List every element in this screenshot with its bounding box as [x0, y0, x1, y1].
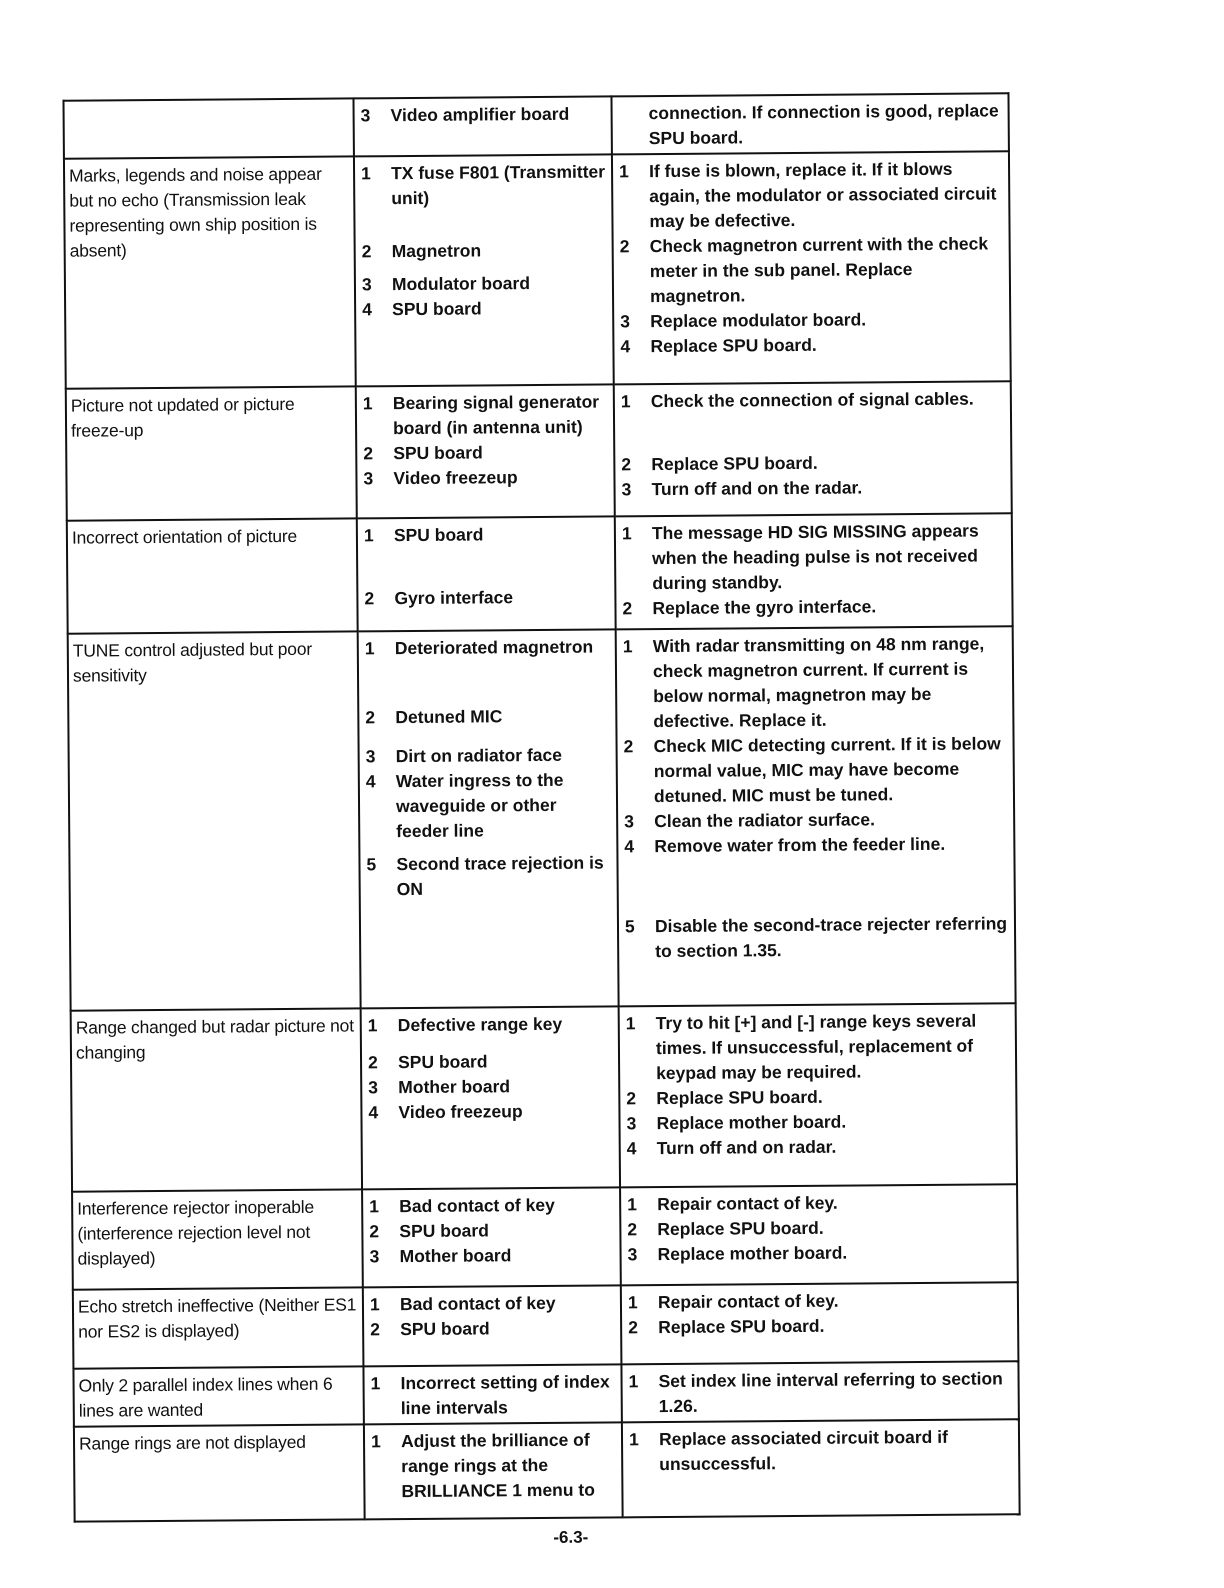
remedy-text: Disable the second-trace rejecter referring to section 1.35.: [654, 913, 1008, 962]
remedy-number: 2: [622, 598, 633, 619]
cause-number: 2: [361, 241, 372, 262]
remedy-number: 3: [620, 311, 631, 332]
remedy-cell: [615, 513, 1013, 629]
remedy-number: [617, 101, 649, 151]
cause-item: [368, 1315, 616, 1342]
remedy-item: [617, 98, 1004, 151]
symptom-cell: [64, 156, 356, 388]
remedy-item: [618, 306, 1005, 334]
cause-item: [364, 850, 612, 902]
remedy-text: Check the connection of signal cables.: [650, 388, 974, 412]
cause-text: SPU board: [400, 1318, 490, 1340]
remedy-item: [620, 518, 1008, 596]
cause-number: 3: [369, 1246, 380, 1267]
cause-item: [366, 1048, 614, 1075]
cause-number: 1: [370, 1431, 381, 1452]
remedy-text: The message HD SIG MISSING appears when the heading pulse is not received during standby.: [651, 520, 979, 594]
remedy-item: [618, 331, 1005, 359]
cause-number: 3: [363, 468, 374, 489]
symptom-text: Picture not updated or picture freeze-up: [70, 393, 295, 441]
cause-cell: [361, 1006, 620, 1189]
cause-text: Video freezeup: [393, 467, 518, 489]
remedy-item: [617, 156, 1005, 234]
remedy-text: With radar transmitting on 48 nm range, check magnetron current. If current is below normal, magnetron may be defective. Replace it.: [652, 633, 985, 732]
cause-text: Incorrect setting of index line intervals: [400, 1371, 610, 1419]
cause-number: 1: [369, 1196, 379, 1217]
cause-text: SPU board: [397, 1051, 488, 1073]
remedy-text: If fuse is blown, replace it. If it blows again, the modulator or associated circuit may be defective.: [648, 158, 997, 232]
remedy-number: 1: [621, 523, 632, 544]
symptom-text: Marks, legends and noise appear but no echo (Transmission leak representing own ship position is absent): [69, 163, 322, 261]
cause-item: [363, 634, 611, 661]
remedy-number: 1: [627, 1194, 637, 1215]
remedy-item: [625, 1239, 1012, 1267]
remedy-cell: [621, 1282, 1019, 1364]
cause-number: 3: [368, 1077, 379, 1098]
cause-number: 2: [367, 1052, 378, 1073]
remedy-item: [619, 449, 1006, 477]
remedy-text: Try to hit [+] and [-] range keys several times. If unsuccessful, replacement of keypad may be required.: [655, 1010, 977, 1084]
remedy-text: Replace SPU board.: [656, 1086, 823, 1109]
remedy-text: Replace mother board.: [657, 1242, 848, 1265]
symptom-text: TUNE control adjusted but poor sensitivity: [72, 638, 313, 686]
remedy-text: Turn off and on the radar.: [651, 477, 863, 500]
cause-text: Dirt on radiator face: [395, 744, 563, 767]
symptom-cell: [71, 1008, 362, 1191]
symptom-text: Interference rejector inoperable (interference rejection level not displayed): [77, 1196, 315, 1269]
remedy-text: Turn off and on radar.: [656, 1136, 837, 1159]
cause-item: [366, 1011, 614, 1038]
cause-item: [360, 270, 608, 297]
remedy-item: [626, 1287, 1013, 1315]
cause-text: SPU board: [393, 524, 484, 546]
table-row: [71, 1003, 1017, 1191]
cause-number: 1: [367, 1015, 378, 1036]
remedy-cell: [612, 151, 1011, 384]
cause-text: Video amplifier board: [390, 103, 570, 126]
symptom-cell: [73, 1287, 364, 1368]
remedy-item: [627, 1424, 1014, 1477]
table-row: [73, 1361, 1018, 1426]
remedy-number: 2: [623, 736, 634, 757]
remedy-cell: [621, 1361, 1018, 1422]
cause-number: 4: [368, 1102, 379, 1123]
remedy-text: Repair contact of key.: [657, 1290, 839, 1313]
remedy-item: [624, 1008, 1012, 1086]
remedy-cell: [619, 1003, 1017, 1187]
remedy-number: 1: [625, 1013, 636, 1034]
remedy-item: [624, 1108, 1011, 1136]
cause-number: 1: [363, 525, 374, 546]
cause-number: 1: [369, 1294, 380, 1315]
symptom-cell: [67, 518, 358, 633]
cause-text: Mother board: [399, 1245, 512, 1267]
symptom-cell: [74, 1424, 365, 1521]
cause-text: SPU board: [399, 1220, 489, 1242]
remedy-item: [625, 1214, 1012, 1242]
cause-number: 2: [363, 443, 374, 464]
remedy-item: [622, 831, 1009, 859]
remedy-item: [626, 1366, 1013, 1419]
cause-number: 1: [370, 1373, 381, 1394]
remedy-item: [624, 1083, 1011, 1111]
symptom-cell: [66, 386, 357, 520]
cause-text: Bad contact of key: [399, 1194, 555, 1217]
cause-text: Defective range key: [397, 1013, 563, 1036]
remedy-text: Replace SPU board.: [650, 334, 817, 357]
table-row: [74, 1419, 1020, 1521]
remedy-text: Check magnetron current with the check meter in the sub panel. Replace magnetron.: [649, 233, 989, 307]
remedy-number: 3: [627, 1244, 638, 1265]
remedy-number: 1: [628, 1371, 639, 1392]
remedy-item: [619, 386, 1006, 414]
cause-text: Bearing signal generator board (in antenna unit): [392, 391, 600, 439]
troubleshooting-table-body: [63, 93, 1019, 1521]
cause-number: 3: [361, 274, 372, 295]
remedy-number: 1: [628, 1429, 639, 1450]
cause-item: [368, 1290, 616, 1317]
cause-item: [366, 1098, 614, 1125]
cause-item: [360, 295, 608, 322]
remedy-cell: [622, 1419, 1020, 1517]
cause-cell: [356, 384, 615, 518]
cause-item: [364, 742, 612, 769]
cause-text: TX fuse F801 (Transmitter unit): [390, 161, 606, 209]
symptom-cell: [68, 631, 361, 1010]
remedy-item: [622, 806, 1009, 834]
cause-text: Magnetron: [391, 240, 482, 262]
cause-text: Bad contact of key: [399, 1292, 556, 1315]
cause-item: [368, 1369, 616, 1421]
cause-text: Second trace rejection is ON: [396, 852, 604, 900]
cause-text: Video freezeup: [398, 1101, 523, 1123]
cause-item: [359, 101, 607, 128]
remedy-number: 2: [628, 1317, 638, 1338]
cause-cell: [363, 1364, 621, 1424]
remedy-number: 2: [619, 236, 630, 257]
cause-text: SPU board: [393, 442, 483, 464]
cause-text: Detuned MIC: [395, 706, 503, 728]
cause-text: Water ingress to the waveguide or other feeder line: [395, 769, 564, 842]
remedy-item: [626, 1312, 1013, 1340]
cause-cell: [363, 1285, 622, 1366]
remedy-item: [618, 231, 1006, 309]
cause-item: [361, 389, 609, 441]
cause-number: 4: [365, 771, 376, 792]
cause-number: 4: [362, 299, 372, 320]
cause-number: 3: [360, 105, 371, 126]
cause-item: [367, 1242, 615, 1269]
table-row: [73, 1282, 1019, 1368]
cause-text: Mother board: [398, 1076, 511, 1098]
cause-text: Modulator board: [391, 273, 531, 295]
table-row: [68, 626, 1016, 1010]
cause-number: 1: [360, 163, 371, 184]
remedy-text: connection. If connection is good, replace SPU board.: [648, 100, 999, 149]
cause-cell: [358, 629, 619, 1008]
cause-number: 2: [365, 707, 376, 728]
cause-number: 1: [364, 638, 375, 659]
remedy-number: 4: [626, 1138, 637, 1159]
remedy-number: 3: [626, 1113, 637, 1134]
remedy-text: Remove water from the feeder line.: [654, 833, 946, 857]
remedy-number: 1: [620, 391, 631, 412]
remedy-number: 1: [622, 636, 633, 657]
remedy-text: Replace modulator board.: [650, 309, 867, 332]
cause-item: [367, 1192, 615, 1219]
cause-number: 1: [362, 393, 373, 414]
remedy-number: 1: [618, 161, 629, 182]
symptom-cell: [72, 1189, 363, 1289]
cause-item: [363, 703, 611, 730]
cause-number: 3: [365, 746, 376, 767]
symptom-cell: [73, 1366, 363, 1426]
table-row: [66, 381, 1012, 520]
symptom-text: Incorrect orientation of picture: [71, 525, 298, 548]
remedy-item: [621, 731, 1009, 809]
remedy-number: 2: [621, 454, 632, 475]
cause-item: [359, 159, 607, 211]
cause-item: [366, 1073, 614, 1100]
remedy-text: Replace mother board.: [656, 1111, 847, 1134]
remedy-text: Check MIC detecting current. If it is below normal value, MIC may have become detuned. MIC must be tuned.: [653, 733, 1001, 807]
cause-item: [362, 584, 610, 611]
remedy-number: 3: [621, 479, 632, 500]
remedy-text: Repair contact of key.: [657, 1192, 838, 1215]
remedy-text: Replace the gyro interface.: [652, 596, 877, 619]
cause-item: [367, 1217, 615, 1244]
symptom-text: Echo stretch ineffective (Neither ES1 nor ES2 is displayed): [77, 1294, 357, 1342]
cause-item: [364, 767, 613, 844]
remedy-text: Replace SPU board.: [658, 1315, 825, 1338]
remedy-text: Set index line interval referring to section 1.26.: [658, 1368, 1003, 1417]
page-number: -6.3-: [553, 1527, 589, 1547]
remedy-number: 1: [627, 1292, 638, 1313]
remedy-text: Replace SPU board.: [657, 1217, 824, 1240]
remedy-item: [619, 474, 1006, 502]
cause-cell: [354, 154, 614, 386]
remedy-item: [620, 593, 1007, 621]
remedy-text: Replace associated circuit board if unsuccessful.: [658, 1426, 948, 1475]
cause-number: 2: [364, 588, 375, 609]
cause-cell: [362, 1187, 621, 1287]
symptom-cell: [63, 98, 353, 158]
table-row: [64, 151, 1011, 388]
table-row: [63, 93, 1008, 158]
cause-text: Gyro interface: [394, 587, 514, 609]
remedy-cell: [620, 1184, 1018, 1285]
cause-cell: [353, 96, 611, 156]
symptom-text: Only 2 parallel index lines when 6 lines are wanted: [78, 1373, 333, 1421]
cause-number: 2: [369, 1221, 380, 1242]
remedy-cell: [614, 381, 1012, 516]
remedy-item: [625, 1189, 1012, 1217]
table-row: [67, 513, 1013, 633]
cause-item: [361, 464, 609, 491]
remedy-number: 2: [627, 1219, 638, 1240]
cause-number: 5: [366, 854, 377, 875]
remedy-item: [625, 1133, 1012, 1161]
remedy-text: Replace SPU board.: [651, 452, 818, 475]
cause-item: [360, 237, 608, 264]
cause-item: [361, 439, 609, 466]
cause-text: SPU board: [392, 298, 482, 320]
cause-text: Adjust the brilliance of range rings at the BRILLIANCE 1 menu to: [400, 1429, 595, 1502]
remedy-number: 4: [620, 336, 631, 357]
cause-cell: [357, 516, 616, 631]
remedy-cell: [616, 626, 1016, 1006]
symptom-text: Range rings are not displayed: [78, 1431, 306, 1454]
remedy-item: [621, 631, 1009, 734]
cause-item: [369, 1427, 618, 1504]
remedy-number: 5: [624, 916, 635, 937]
cause-cell: [364, 1422, 623, 1519]
cause-text: Deteriorated magnetron: [394, 636, 594, 659]
remedy-number: 4: [624, 836, 635, 857]
cause-number: 2: [370, 1319, 380, 1340]
troubleshooting-table: [62, 92, 1020, 1522]
remedy-item: [623, 911, 1010, 964]
table-row: [72, 1184, 1018, 1289]
symptom-text: Range changed but radar picture not changing: [75, 1015, 354, 1063]
remedy-cell: [611, 93, 1008, 154]
cause-item: [362, 521, 610, 548]
remedy-text: Clean the radiator surface.: [654, 809, 876, 832]
remedy-number: 2: [626, 1088, 637, 1109]
remedy-number: 3: [624, 811, 634, 832]
